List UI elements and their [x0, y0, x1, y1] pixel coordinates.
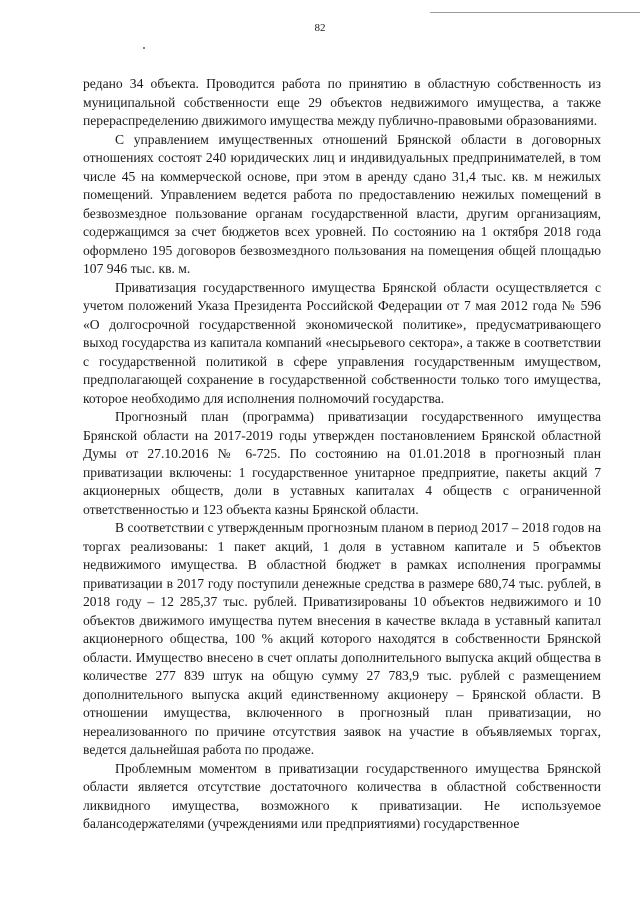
paragraph-privatization-policy: Приватизация государственного имущества Брянской области осуществляется с учетом положений Указа Президента Российской Федерации от 7 мая 2012 года № 596 «О долгосрочной государственной экономической политике», предусматривающего выход государства из капитала компаний «несырьевого сектора», а также в соответствии с государственной политикой в сфере управления государственным имуществом, предполагающей сохранение в государственной собственности только того имущества, которое необходимо для исполнения полномочий государства.: [83, 279, 601, 406]
paragraph-property-relations: С управлением имущественных отношений Брянской области в договорных отношениях состоят 240 юридических лиц и индивидуальных предпринимателей, в том числе 45 на коммерческой основе, при этом в аренду сдано 31,4 тыс. кв. м нежилых помещений. Управлением ведется работа по предоставлению нежилых помещений в безвозмездное пользование органам государственной власти, другим организациям, содержащимся за счет бюджетов всех уровней. По состоянию на 1 октября 2018 года оформлено 195 договоров безвозмездного пользования на помещения общей площадью 107 946 тыс. кв. м.: [83, 131, 601, 276]
paragraph-forecast-plan: Прогнозный план (программа) приватизации государственного имущества Брянской области на 2017-2019 годы утвержден постановлением Брянской областной Думы от 27.10.2016 № 6-725. По состоянию на 01.01.2018 в прогнозный план приватизации включены: 1 государственное унитарное предприятие, пакеты акций 7 акционерных обществ, доли в уставных капиталах 4 обществ с ограниченной ответственностью и 123 объекта казны Брянской области.: [83, 409, 601, 517]
scan-speck: [143, 47, 145, 49]
document-body: [83, 75, 601, 834]
paragraph-plan-results: В соответствии с утвержденным прогнозным планом в период 2017 – 2018 годов на торгах реализованы: 1 пакет акций, 1 доля в уставном капитале и 5 объектов недвижимого имущества. В областной бюджет в рамках исполнения программы приватизации в 2017 году поступили денежные средства в размере 680,74 тыс. рублей, в 2018 году – 12 285,37 тыс. рублей. Приватизированы 10 объектов недвижимого и 10 объектов движимого имущества путем внесения в качестве вклада в уставный капитал акционерного общества, 100 % акций которого находятся в собственности Брянской области. Имущество внесено в счет оплаты дополнительного выпуска акций общества в количестве 277 839 штук на общую сумму 27 783,9 тыс. рублей с размещением дополнительного выпуска акций единственному акционеру – Брянской области. В отношении имущества, включенного в прогнозный план приватизации, но нереализованного по причине отсутствия заявок на участие в объявляемых торгах, ведется дальнейшая работа по продаже.: [83, 520, 602, 757]
page-number: 82: [314, 22, 326, 34]
paragraph-problems: Проблемным моментом в приватизации государственного имущества Брянской области является отсутствие достаточного количества в областной собственности ликвидного имущества, возможного к приватизации. Не используемое балансодержателями (учреждениями или предприятиями) государственное: [83, 760, 601, 831]
top-edge-rule: [430, 12, 640, 13]
paragraph-continuation: редано 34 объекта. Проводится работа по принятию в областную собственность из муниципальной собственности еще 29 объектов недвижимого имущества, а также перераспределению движимого имущества между публично-правовыми образованиями.: [83, 76, 601, 128]
